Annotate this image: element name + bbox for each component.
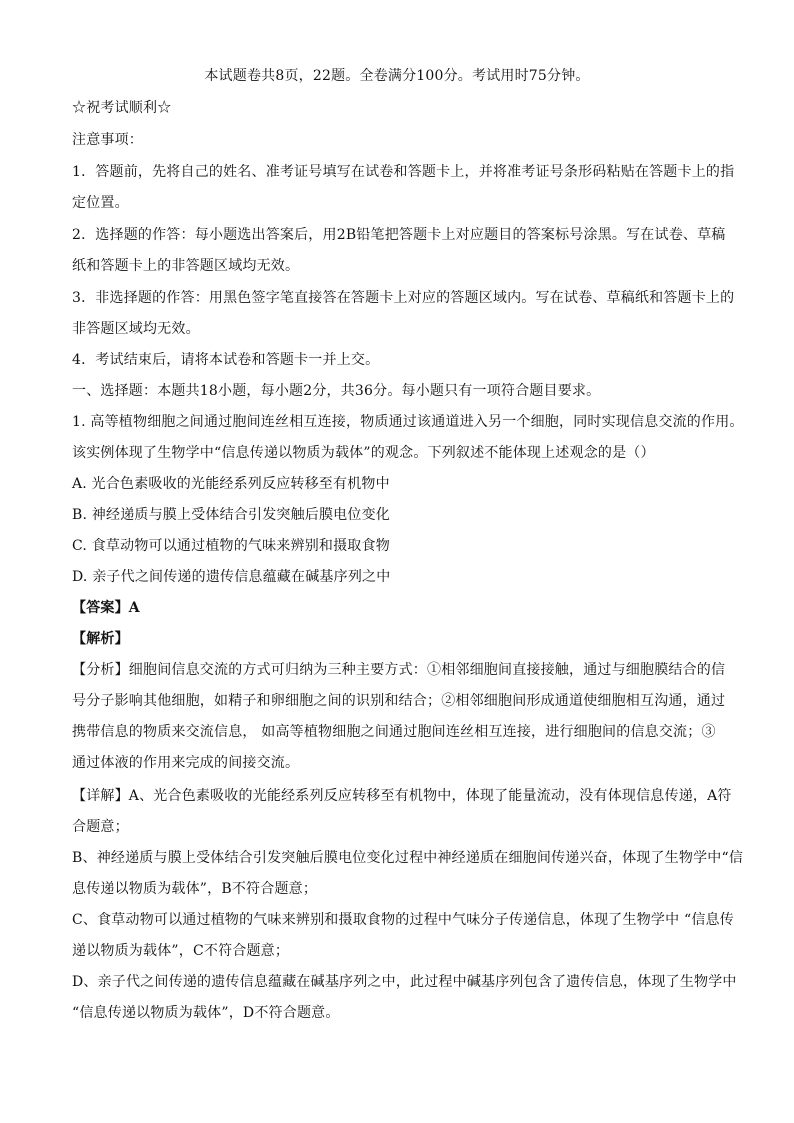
notice-line: 2．选择题的作答：每小题选出答案后，用2B铅笔把答题卡上对应题目的答案标号涂黑。写在试卷、草稿	[72, 227, 726, 243]
notice-title: 注意事项：	[72, 132, 143, 148]
detail-line: B、神经递质与膜上受体结合引发突触后膜电位变化过程中神经递质在细胞间传递兴奋，体现了生物学中“信	[72, 850, 744, 866]
detail-line: C、食草动物可以通过植物的气味来辨别和摄取食物的过程中气味分子传递信息，体现了生物学中 “信息传	[72, 912, 734, 928]
detail-line: “信息传递以物质为载体”，D不符合题意。	[72, 1005, 340, 1021]
detail-line: 息传递以物质为载体”，B不符合题意；	[72, 881, 318, 897]
notice-line: 1．答题前，先将自己的姓名、准考证号填写在试卷和答题卡上，并将准考证号条形码粘贴在答题卡上的指	[72, 164, 735, 180]
option-b: B. 神经递质与膜上受体结合引发突触后膜电位变化	[72, 507, 390, 523]
notice-line: 定位置。	[72, 195, 129, 211]
question-stem-line: 1. 高等植物细胞之间通过胞间连丝相互连接，物质通过该通道进入另一个细胞，同时实现信息交流的作用。	[72, 414, 744, 430]
question-stem-line: 该实例体现了生物学中“信息传递以物质为载体”的观念。下列叙述不能体现上述观念的是（）	[72, 445, 655, 461]
notice-line: 非答题区域均无效。	[72, 321, 200, 337]
detail-line: D、亲子代之间传递的遗传信息蕴藏在碱基序列之中，此过程中碱基序列包含了遗传信息，体现了生物学中	[72, 974, 737, 990]
notice-line: 3．非选择题的作答：用黑色签字笔直接答在答题卡上对应的答题区域内。写在试卷、草稿纸和答题卡上的	[72, 290, 735, 306]
detail-line: 递以物质为载体”，C不符合题意；	[72, 943, 290, 959]
good-luck-wish: ☆祝考试顺利☆	[72, 100, 172, 116]
option-c: C. 食草动物可以通过植物的气味来辨别和摄取食物	[72, 538, 390, 554]
analysis-line: 【分析】细胞间信息交流的方式可归纳为三种主要方式：①相邻细胞间直接接触，通过与细胞膜结合的信	[72, 662, 726, 678]
notice-line: 纸和答题卡上的非答题区域均无效。	[72, 258, 300, 274]
analysis-line: 号分子影响其他细胞，如精子和卵细胞之间的识别和结合；②相邻细胞间形成通道使细胞相互沟通，通过	[72, 693, 726, 709]
option-a: A. 光合色素吸收的光能经系列反应转移至有机物中	[72, 476, 390, 492]
explanation-heading: 【解析】	[72, 631, 129, 647]
option-d: D. 亲子代之间传递的遗传信息蕴藏在碱基序列之中	[72, 569, 391, 585]
answer: 【答案】A	[72, 600, 140, 616]
exam-info: 本试题卷共8页，22题。全卷满分100分。考试用时75分钟。	[204, 68, 590, 84]
section-title: 一、选择题：本题共18小题，每小题2分，共36分。每小题只有一项符合题目要求。	[72, 383, 601, 399]
detail-line: 【详解】A、光合色素吸收的光能经系列反应转移至有机物中，体现了能量流动，没有体现信息传递，A符	[72, 788, 732, 804]
analysis-line: 通过体液的作用来完成的间接交流。	[72, 755, 300, 771]
notice-line: 4．考试结束后，请将本试卷和答题卡一并上交。	[72, 352, 380, 368]
detail-line: 合题意；	[72, 819, 129, 835]
analysis-line: 携带信息的物质来交流信息， 如高等植物细胞之间通过胞间连丝相互连接，进行细胞间的信息交流；③	[72, 724, 716, 740]
